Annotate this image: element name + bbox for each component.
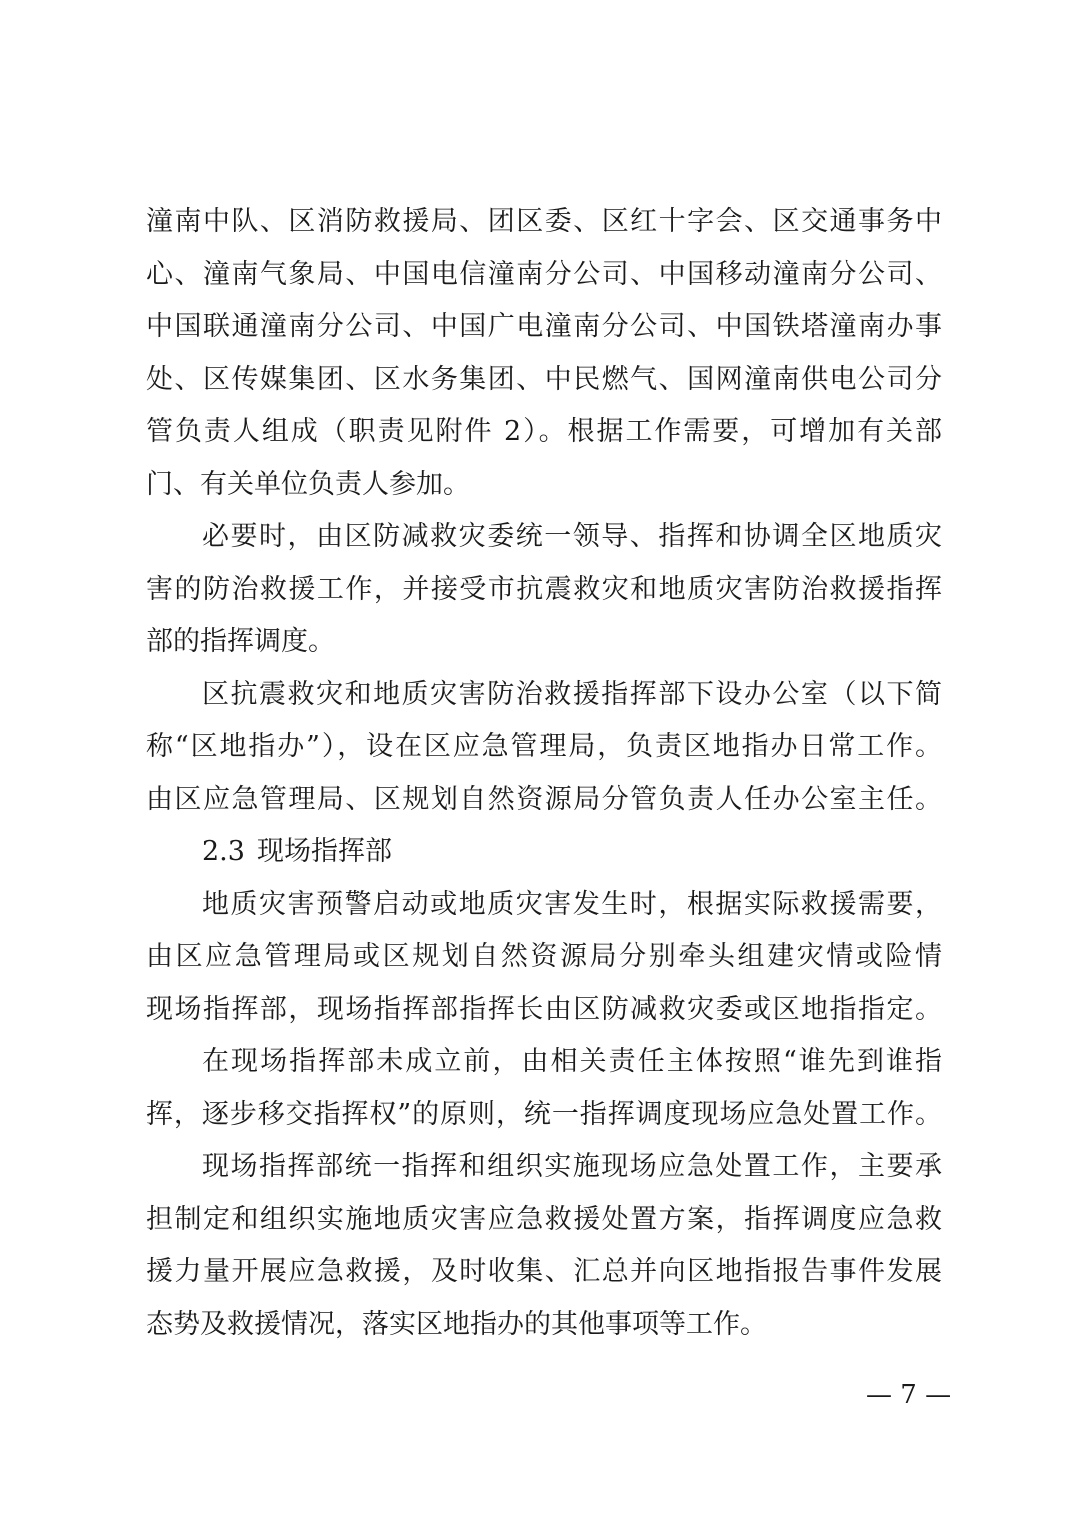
text-line: 挥，逐步移交指挥权”的原则，统一指挥调度现场应急处置工作。 xyxy=(146,1098,942,1130)
text-line: 潼南中队、区消防救援局、团区委、区红十字会、区交通事务中 xyxy=(146,206,942,237)
paragraph xyxy=(146,669,942,827)
text-line: 由区应急管理局、区规划自然资源局分管负责人任办公室主任。 xyxy=(146,783,942,815)
text-line: 区抗震救灾和地质灾害防治救援指挥部下设办公室（以下简 xyxy=(202,678,942,710)
text-line: 部的指挥调度。 xyxy=(146,626,335,657)
text-line: 管负责人组成（职责见附件 2）。根据工作需要，可增加有关部 xyxy=(146,416,942,447)
paragraph xyxy=(146,879,942,1037)
text-line: 地质灾害预警启动或地质灾害发生时，根据实际救援需要， xyxy=(202,888,942,920)
text-line: 心、潼南气象局、中国电信潼南分公司、中国移动潼南分公司、 xyxy=(146,258,942,290)
text-line: 必要时，由区防减救灾委统一领导、指挥和协调全区地质灾 xyxy=(202,521,942,552)
text-line: 处、区传媒集团、区水务集团、中民燃气、国网潼南供电公司分 xyxy=(146,363,942,395)
text-line: 担制定和组织实施地质灾害应急救援处置方案，指挥调度应急救 xyxy=(146,1203,942,1235)
text-line: 现场指挥部，现场指挥部指挥长由区防减救灾委或区地指指定。 xyxy=(146,993,942,1025)
body-text xyxy=(146,196,942,1351)
text-line: 门、有关单位负责人参加。 xyxy=(146,468,470,500)
text-line: 援力量开展应急救援，及时收集、汇总并向区地指报告事件发展 xyxy=(146,1256,942,1287)
text-line: 态势及救援情况，落实区地指办的其他事项等工作。 xyxy=(146,1308,767,1340)
paragraph xyxy=(146,1036,942,1141)
paragraph xyxy=(146,196,942,511)
page-number: — 7 — xyxy=(866,1380,952,1410)
text-line: 中国联通潼南分公司、中国广电潼南分公司、中国铁塔潼南办事 xyxy=(146,311,942,342)
text-line: 在现场指挥部未成立前，由相关责任主体按照“谁先到谁指 xyxy=(202,1046,942,1077)
paragraph xyxy=(146,511,942,669)
text-line: 害的防治救援工作，并接受市抗震救灾和地质灾害防治救援指挥 xyxy=(146,573,942,605)
section-heading xyxy=(146,826,942,879)
section-title: 现场指挥部 xyxy=(256,836,392,867)
section-number: 2.3 xyxy=(202,836,245,867)
text-line: 称“区地指办”），设在区应急管理局，负责区地指办日常工作。 xyxy=(146,731,942,762)
text-line: 由区应急管理局或区规划自然资源局分别牵头组建灾情或险情 xyxy=(146,941,942,972)
text-line: 现场指挥部统一指挥和组织实施现场应急处置工作，主要承 xyxy=(202,1151,942,1182)
paragraph xyxy=(146,1141,942,1351)
